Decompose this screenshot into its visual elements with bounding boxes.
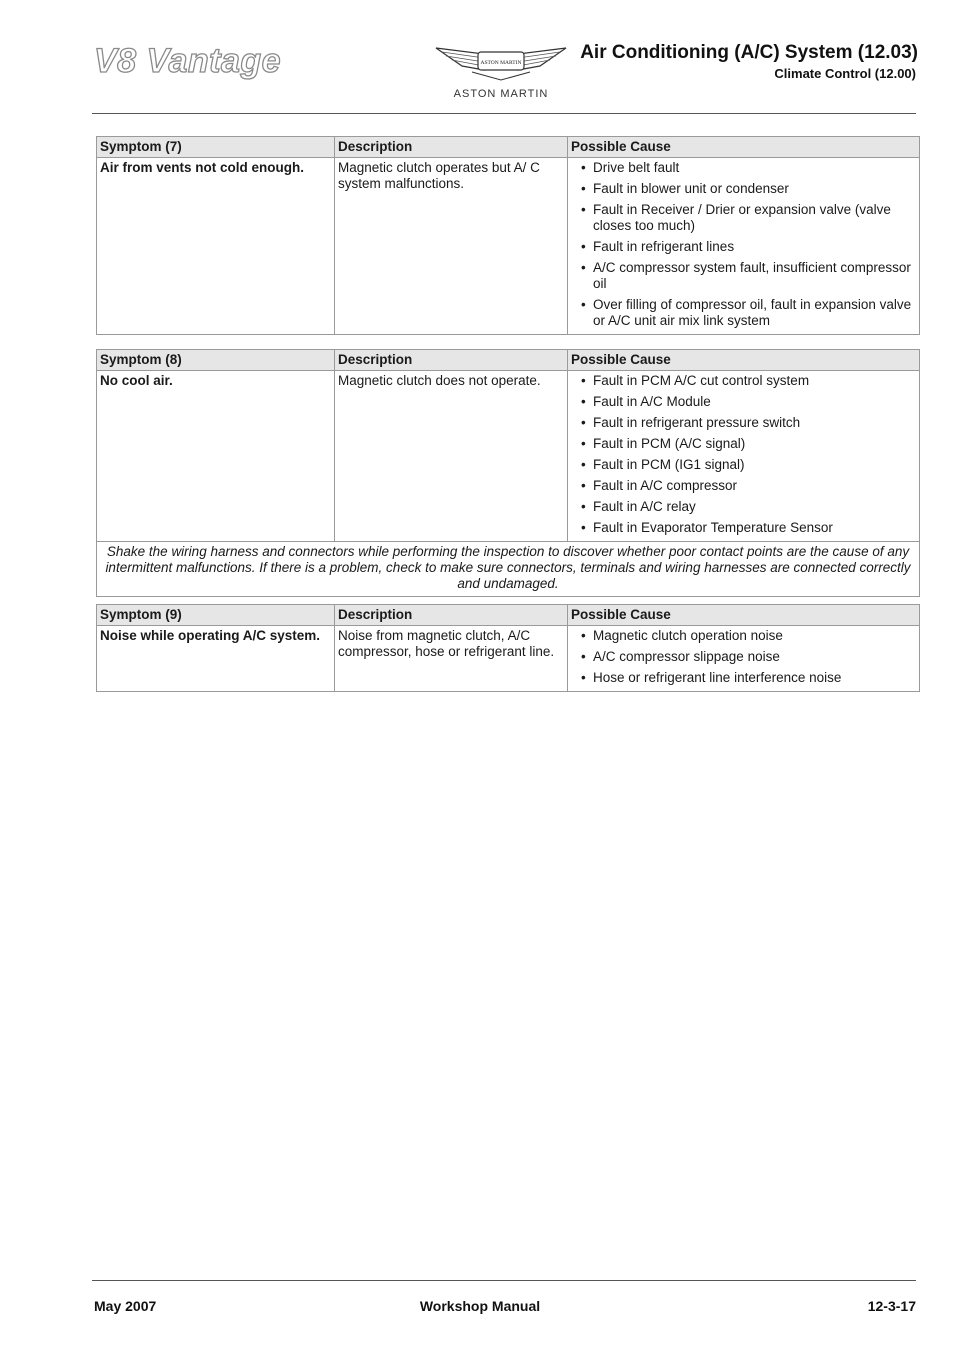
cause-item: • Over filling of compressor oil, fault in expansion valve or A/C unit air mix link system xyxy=(581,297,916,329)
description-cell: Noise from magnetic clutch, A/C compressor, hose or refrigerant line. xyxy=(335,626,568,692)
footer-manual-title: Workshop Manual xyxy=(419,1298,541,1314)
v8-vantage-logo xyxy=(92,40,306,80)
symptom-table-7 xyxy=(96,136,920,335)
cause-item: • Drive belt fault xyxy=(581,160,916,176)
causes-list xyxy=(571,160,916,329)
causes-cell xyxy=(568,371,920,542)
symptom-table-8 xyxy=(96,349,920,597)
table-row xyxy=(97,371,920,542)
causes-cell xyxy=(568,626,920,692)
page-subtitle: Climate Control (12.00) xyxy=(774,66,916,81)
symptom-column-header: Symptom (8) xyxy=(97,350,335,371)
footer-divider xyxy=(92,1280,916,1281)
causes-list xyxy=(571,628,916,686)
causes-cell xyxy=(568,158,920,335)
table-header-row xyxy=(97,137,920,158)
cause-item: • Fault in PCM (A/C signal) xyxy=(581,436,916,452)
footer-date: May 2007 xyxy=(94,1298,157,1314)
cause-item: • Fault in refrigerant pressure switch xyxy=(581,415,916,431)
table-header-row xyxy=(97,350,920,371)
symptom-cell: Air from vents not cold enough. xyxy=(97,158,335,335)
symptom-cell: Noise while operating A/C system. xyxy=(97,626,335,692)
cause-item: • Fault in A/C Module xyxy=(581,394,916,410)
table-header-row xyxy=(97,605,920,626)
cause-item: • Fault in Evaporator Temperature Sensor xyxy=(581,520,916,536)
symptom-table-9 xyxy=(96,604,920,692)
cause-item: • Fault in A/C compressor xyxy=(581,478,916,494)
symptom-column-header: Symptom (7) xyxy=(97,137,335,158)
table-row xyxy=(97,626,920,692)
note-row xyxy=(97,542,920,597)
aston-martin-wings-icon xyxy=(432,40,570,84)
causes-list xyxy=(571,373,916,536)
cause-item: • Fault in PCM A/C cut control system xyxy=(581,373,916,389)
inspection-note: Shake the wiring harness and connectors while performing the inspection to discover whether poor contact points are the cause of any intermittent malfunctions. If there is a problem, check to make sure connectors, terminals and wiring harnesses are connected correctly and undamaged. xyxy=(97,542,920,597)
description-column-header: Description xyxy=(335,605,568,626)
cause-item: • Fault in refrigerant lines xyxy=(581,239,916,255)
symptom-column-header: Symptom (9) xyxy=(97,605,335,626)
cause-item: • Fault in blower unit or condenser xyxy=(581,181,916,197)
cause-item: • A/C compressor slippage noise xyxy=(581,649,916,665)
description-column-header: Description xyxy=(335,350,568,371)
aston-martin-badge-text: ASTON MARTIN xyxy=(480,60,522,66)
cause-item: • Fault in PCM (IG1 signal) xyxy=(581,457,916,473)
cause-item: • Magnetic clutch operation noise xyxy=(581,628,916,644)
cause-item: • Fault in A/C relay xyxy=(581,499,916,515)
cause-item: • Fault in Receiver / Drier or expansion valve (valve closes too much) xyxy=(581,202,916,234)
header-divider xyxy=(92,113,916,114)
cause-item: • Hose or refrigerant line interference noise xyxy=(581,670,916,686)
cause-column-header: Possible Cause xyxy=(568,350,920,371)
page-title: Air Conditioning (A/C) System (12.03) xyxy=(580,42,918,63)
description-cell: Magnetic clutch does not operate. xyxy=(335,371,568,542)
cause-item: • A/C compressor system fault, insufficient compressor oil xyxy=(581,260,916,292)
cause-column-header: Possible Cause xyxy=(568,137,920,158)
footer-page-number: 12-3-17 xyxy=(867,1298,916,1314)
table-row xyxy=(97,158,920,335)
description-column-header: Description xyxy=(335,137,568,158)
brand-name: ASTON MARTIN xyxy=(453,88,549,100)
symptom-cell: No cool air. xyxy=(97,371,335,542)
cause-column-header: Possible Cause xyxy=(568,605,920,626)
v8-vantage-logo-text: V8 Vantage xyxy=(94,42,282,80)
description-cell: Magnetic clutch operates but A/ C system malfunctions. xyxy=(335,158,568,335)
